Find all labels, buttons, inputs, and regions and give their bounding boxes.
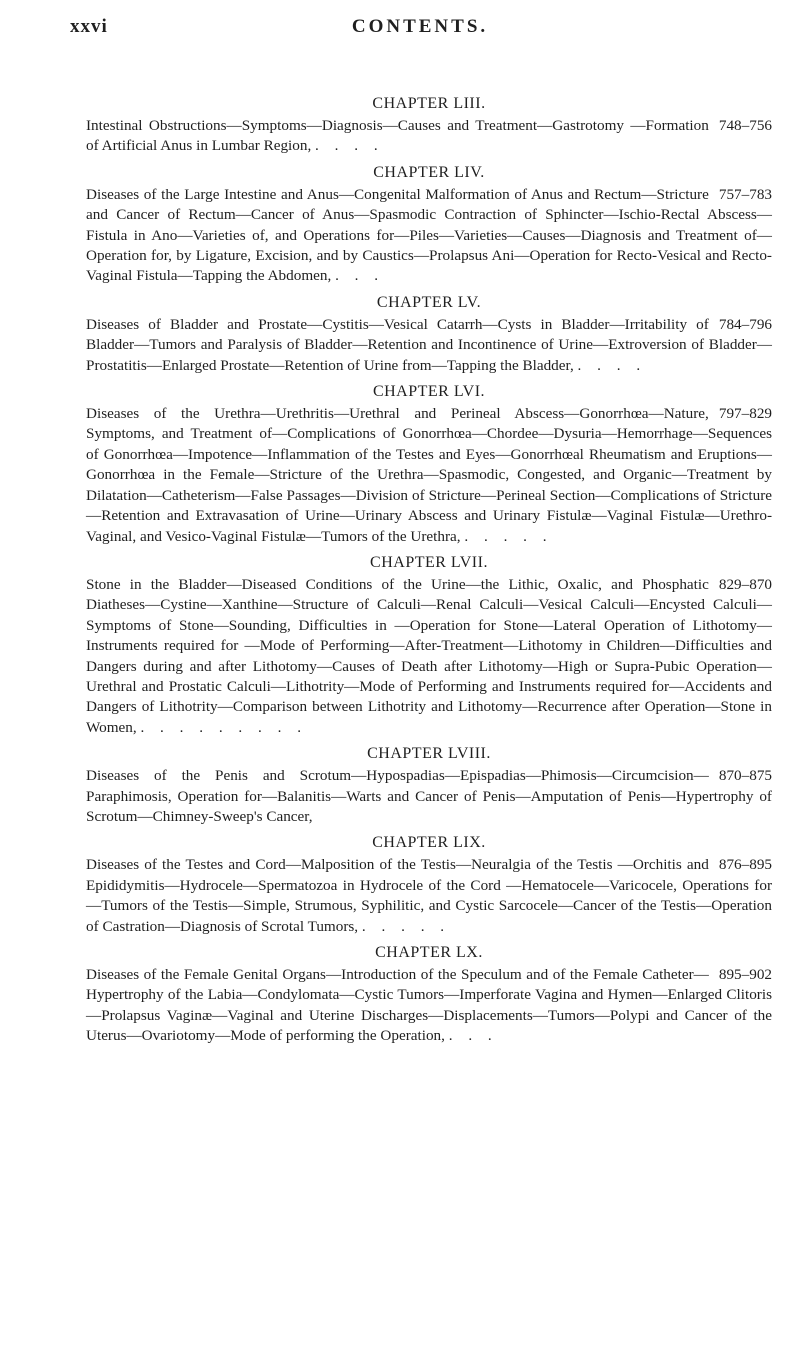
dot-leaders: . . . [335, 267, 385, 285]
page-range: 895–902 [718, 966, 772, 983]
dot-leaders: . . . . . . . . . [140, 718, 307, 736]
page-range: 784–796 [718, 315, 772, 333]
chapter-summary-text: Diseases of the Large Intestine and Anus—Congenital Malformation of Anus and Rectum—Stricture and Cancer of Rectum—Cancer of Anus—Spasmodic Contraction of Sphincter—Ischio-Rectal Abscess—Fistula in Ano—Varieties of, and Operations for—Piles—Varieties—Causes—Diagnosis and Treatment of—Operation for, by Ligature, Excision, and by Caustics—Prolapsus Ani—Operation for Recto-Vesical and Recto-Vaginal Fistula—Tapping the Abdomen, [86, 185, 772, 285]
chapter-summary-text: Diseases of Bladder and Prostate—Cystitis—Vesical Catarrh—Cysts in Bladder—Irritability of Bladder—Tumors and Paralysis of Bladder—Retention and Incontinence of Urine—Extroversion of Bladder—Prostatitis—Enlarged Prostate—Retention of Urine from—Tapping the Bladder, [86, 315, 772, 374]
chapter-entry [86, 292, 772, 376]
page-range: 797–829 [718, 405, 772, 423]
chapter-summary [86, 965, 772, 1047]
chapter-summary [86, 766, 772, 827]
chapter-heading: CHAPTER LVI. [372, 383, 486, 401]
chapter-entry [86, 832, 772, 937]
chapter-summary-text: Diseases of the Penis and Scrotum—Hypospadias—Epispadias—Phimosis—Circumcision—Paraphimosis, Operation for—Balanitis—Warts and Cancer of Penis—Amputation of Penis—Hypertrophy of Scrotum—Chimney-Sweep's Cancer, [86, 767, 772, 825]
chapter-heading: CHAPTER LIII. [372, 95, 486, 112]
dot-leaders: . . . [448, 1027, 498, 1045]
dot-leaders: . . . . [315, 137, 384, 155]
chapter-summary-text: Stone in the Bladder—Diseased Conditions of the Urine—the Lithic, Oxalic, and Phosphatic Diatheses—Cystine—Xanthine—Structure of Calculi—Renal Calculi—Vesical Calculi—Encysted Calculi—Symptoms of Stone—Sounding, Difficulties in —Operation for Stone—Lateral Operation of Lithotomy—Instruments required for —Mode of Performing—After-Treatment—Lithotomy in Children—Difficulties and Dangers during and after Lithotomy—Causes of Death after Lithotomy—High or Supra-Pubic Operation—Urethral and Prostatic Calculi—Lithotrity—Mode of Performing and Instruments required for—Accidents and Dangers of Lithotrity—Comparison between Lithotrity and Lithotomy—Recurrence after Operation—Stone in Women, [86, 575, 772, 736]
page-range: 870–875 [718, 767, 772, 785]
page-header [70, 16, 770, 42]
chapter-summary-text: Diseases of the Urethra—Urethritis—Urethral and Perineal Abscess—Gonorrhœa—Nature, Symptoms, and Treatment of—Complications of Gonorrhœa—Chordee—Dysuria—Hemorrhage—Sequences of Gonorrhœa—Impotence—Inflammation of the Testes and Eyes—Gonorrhœal Rheumatism and Eruptions—Gonorrhœa in the Female—Stricture of the Urethra—Spasmodic, Congested, and Organic—Treatment by Dilatation—Catheterism—False Passages—Division of Stricture—Perineal Section—Complications of Stricture—Retention and Extravasation of Urine—Urinary Abscess and Urinary Fistulæ—Vaginal Fistulæ—Urethro-Vaginal, and Vesico-Vaginal Fistulæ—Tumors of the Urethra, [86, 405, 772, 545]
chapter-heading: CHAPTER LVIII. [367, 745, 491, 763]
chapter-summary [86, 185, 772, 287]
contents-list [86, 93, 772, 1052]
page-number: xxvi [70, 16, 108, 37]
chapter-entry [86, 552, 772, 738]
chapter-summary-text: Intestinal Obstructions—Symptoms—Diagnosis—Causes and Treatment—Gastrotomy —Formation of Artificial Anus in Lumbar Region, [86, 117, 709, 155]
dot-leaders: . . . . . [464, 527, 553, 545]
chapter-summary [86, 116, 772, 157]
page-range: 748–756 [718, 117, 772, 134]
chapter-entry [86, 381, 772, 547]
chapter-entry [86, 93, 772, 157]
page-range: 829–870 [718, 575, 772, 593]
chapter-heading: CHAPTER LIV. [373, 163, 485, 181]
chapter-heading: CHAPTER LV. [376, 293, 482, 311]
page-range: 757–783 [718, 185, 772, 203]
chapter-summary [86, 404, 772, 547]
running-title: CONTENTS. [351, 16, 489, 37]
chapter-heading: CHAPTER LIX. [372, 834, 486, 852]
chapter-entry [86, 162, 772, 287]
chapter-summary-text: Diseases of the Female Genital Organs—Introduction of the Speculum and of the Female Catheter—Hypertrophy of the Labia—Condylomata—Cystic Tumors—Imperforate Vagina and Hymen—Enlarged Clitoris—Prolapsus Vaginæ—Vaginal and Uterine Discharges—Displacements—Tumors—Polypi and Cancer of the Uterus—Ovariotomy—Mode of performing the Operation, [86, 966, 772, 1045]
dot-leaders: . . . . [577, 356, 647, 374]
chapter-heading: CHAPTER LX. [375, 944, 483, 961]
chapter-entry [86, 942, 772, 1047]
chapter-summary-text: Diseases of the Testes and Cord—Malposition of the Testis—Neuralgia of the Testis —Orchitis and Epididymitis—Hydrocele—Spermatozoa in Hydrocele of the Cord —Hematocele—Varicocele, Operations for—Tumors of the Testis—Simple, Strumous, Syphilitic, and Cystic Sarcocele—Cancer of the Testis—Operation of Castration—Diagnosis of Scrotal Tumors, [86, 856, 772, 935]
dot-leaders: . . . . . [361, 917, 451, 935]
chapter-summary [86, 575, 772, 738]
chapter-entry [86, 743, 772, 827]
page-range: 876–895 [718, 856, 772, 874]
chapter-summary [86, 855, 772, 937]
chapter-summary [86, 315, 772, 376]
chapter-heading: CHAPTER LVII. [370, 553, 488, 571]
